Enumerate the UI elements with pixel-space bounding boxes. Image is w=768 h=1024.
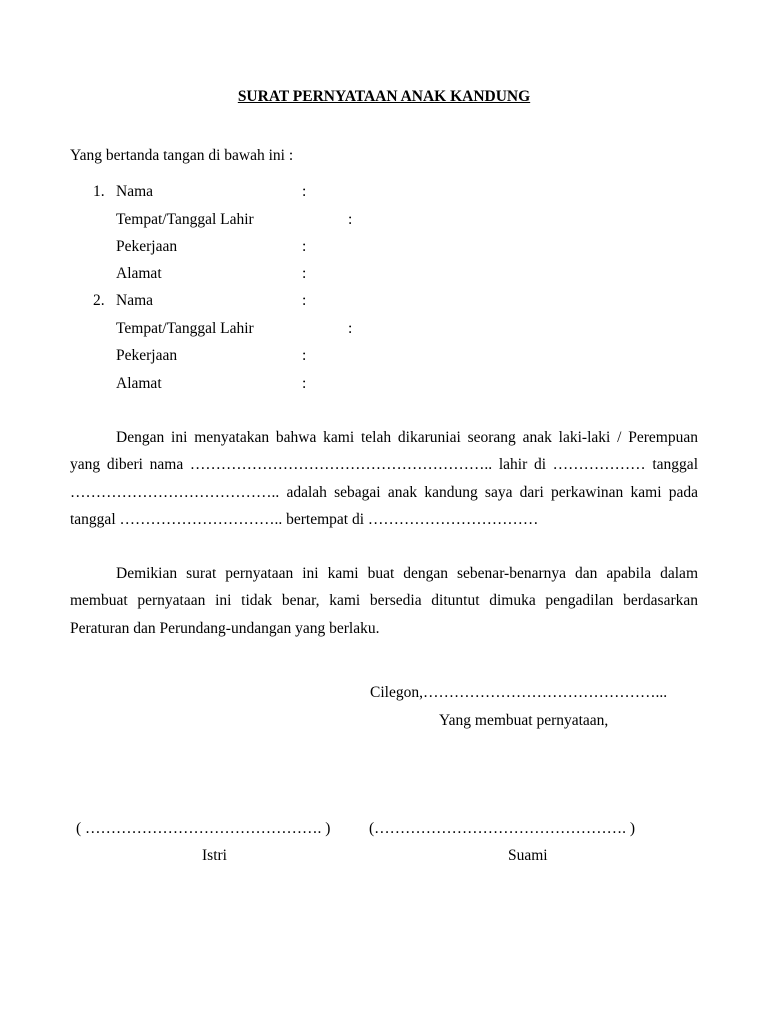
statement-paragraph	[70, 424, 698, 533]
field-label: Nama	[116, 292, 154, 309]
field-label: Nama	[116, 183, 154, 200]
field-colon: :	[302, 347, 307, 364]
signature-line-husband: (…………………………………………. )	[369, 820, 636, 837]
field-label: Tempat/Tanggal Lahir	[116, 211, 254, 228]
field-label: Pekerjaan	[116, 238, 178, 255]
husband-label: Suami	[508, 847, 548, 864]
closing-paragraph	[70, 560, 698, 642]
field-colon: :	[348, 320, 353, 337]
field-row	[0, 184, 768, 204]
signer-heading: Yang membuat pernyataan,	[439, 712, 609, 729]
field-row	[0, 348, 768, 368]
field-colon: :	[302, 265, 307, 282]
field-colon: :	[302, 292, 307, 309]
document-title: SURAT PERNYATAAN ANAK KANDUNG	[237, 88, 531, 105]
statement-text: Dengan ini menyatakan bahwa kami telah dikaruniai seorang anak laki-laki / Perempuan yang diberi nama ………………………………………………….. lahir di ……………… tanggal ………………………………….. adalah sebagai anak kandung saya dari perkawinan kami pada tanggal ………………………….. bertempat di ……………………………	[70, 429, 698, 528]
intro-text: Yang bertanda tangan di bawah ini :	[70, 147, 294, 164]
field-row	[0, 293, 768, 313]
field-colon: :	[302, 238, 307, 255]
place-date: Cilegon,………………………………………...	[370, 684, 668, 701]
field-label: Alamat	[116, 265, 162, 282]
field-colon: :	[348, 211, 353, 228]
field-row	[0, 321, 768, 341]
list-number: 1.	[93, 183, 105, 200]
field-row	[0, 376, 768, 396]
field-colon: :	[302, 375, 307, 392]
closing-text: Demikian surat pernyataan ini kami buat dengan sebenar-benarnya dan apabila dalam membuat pernyataan ini tidak benar, kami bersedia dituntut dimuka pengadilan berdasarkan Peraturan dan Perundang-undangan yang berlaku.	[70, 565, 698, 637]
field-row	[0, 239, 768, 259]
field-label: Tempat/Tanggal Lahir	[116, 320, 254, 337]
field-row	[0, 212, 768, 232]
list-number: 2.	[93, 292, 105, 309]
field-label: Alamat	[116, 375, 162, 392]
field-colon: :	[302, 183, 307, 200]
field-row	[0, 266, 768, 286]
field-label: Pekerjaan	[116, 347, 178, 364]
wife-label: Istri	[202, 847, 227, 864]
signature-line-wife: ( ………………………………………. )	[76, 820, 331, 837]
